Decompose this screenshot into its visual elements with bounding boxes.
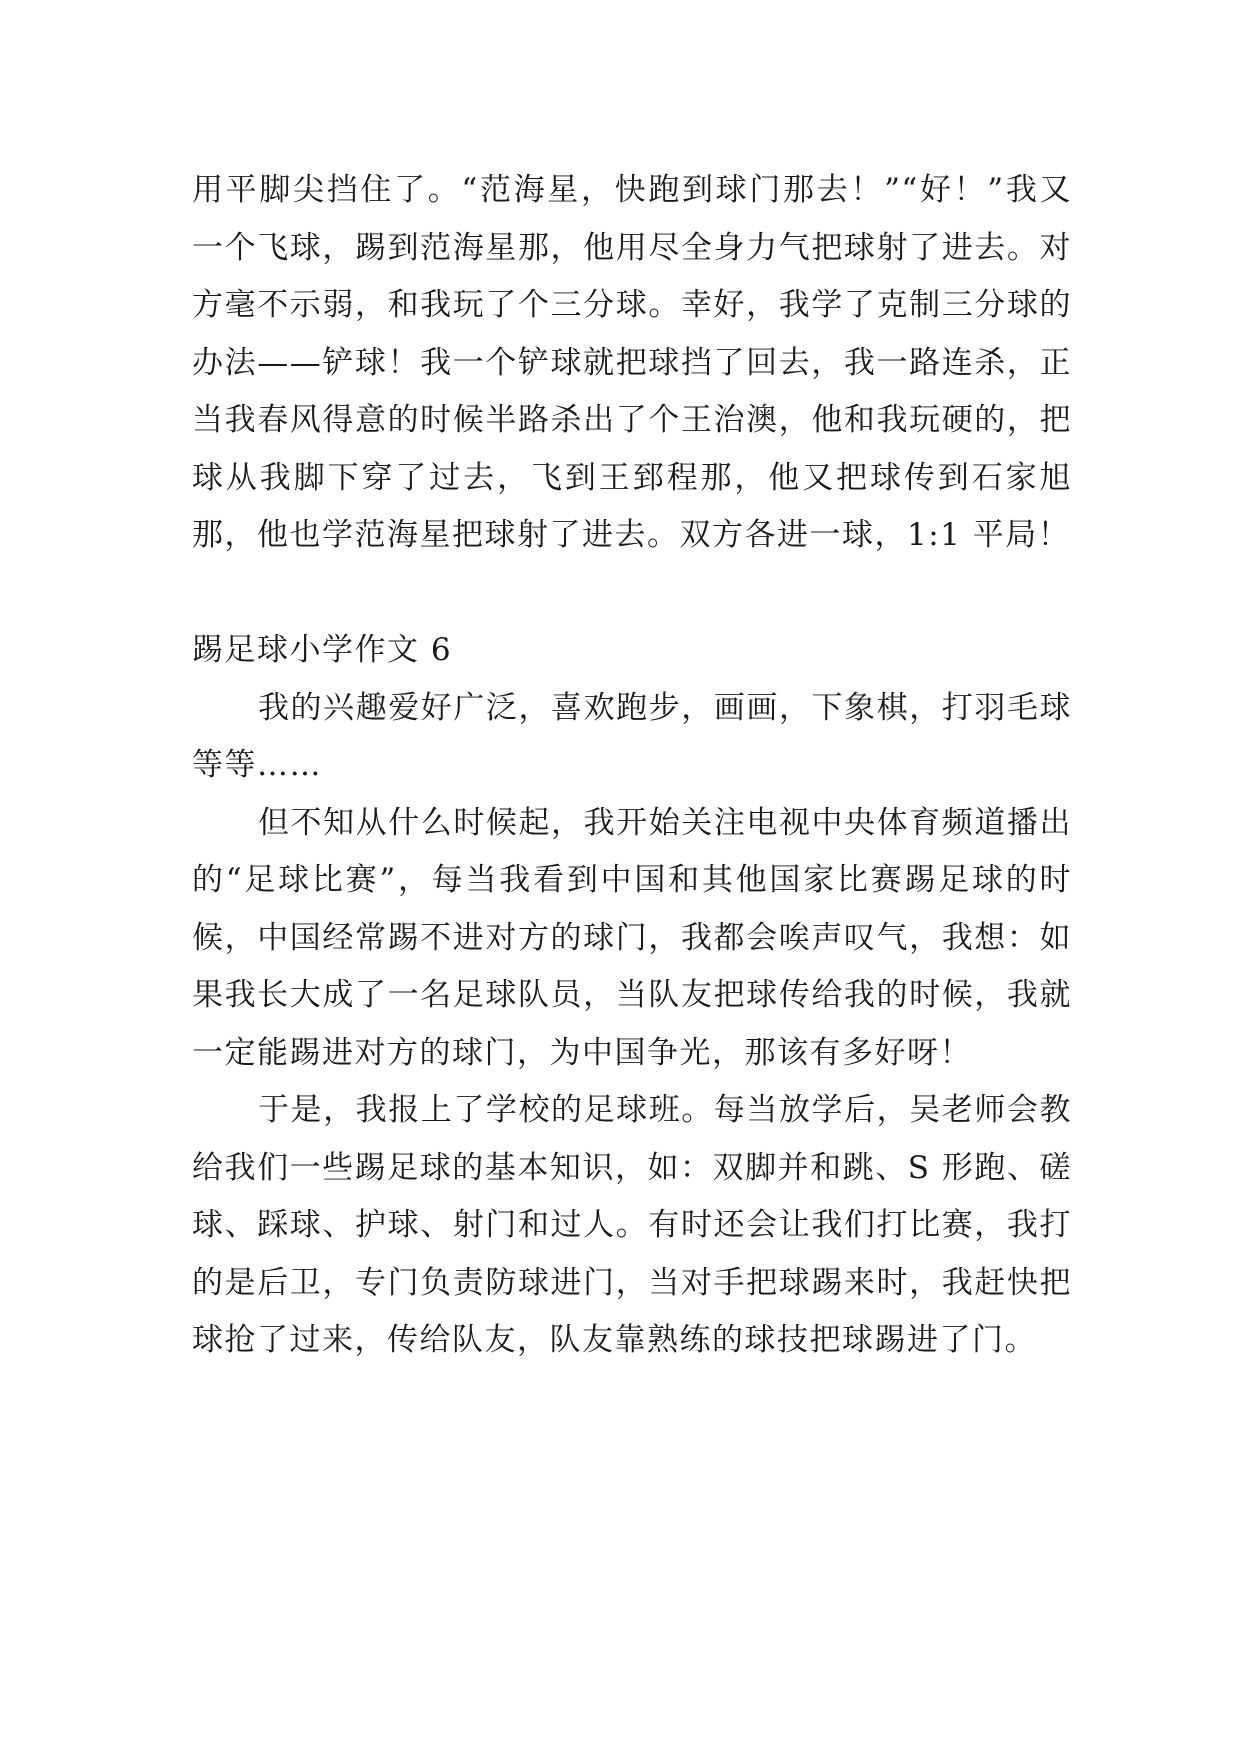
section-spacer (192, 565, 1072, 623)
section-title: 踢足球小学作文 6 (192, 632, 453, 668)
body-paragraph-3: 于是，我报上了学校的足球班。每当放学后，吴老师会教给我们一些踢足球的基本知识，如：双脚并和跳、S 形跑、磋球、踩球、护球、射门和过人。有时还会让我们打比赛，我打的是后卫，专门负责防球进门，当对手把球踢来时，我赶快把球抢了过来，传给队友，队友靠熟练的球技把球踢进了门。 (192, 1092, 1072, 1358)
body-paragraph-2: 但不知从什么时候起，我开始关注电视中央体育频道播出的“足球比赛”，每当我看到中国和其他国家比赛踢足球的时候，中国经常踢不进对方的球门，我都会唉声叹气，我想：如果我长大成了一名足球队员，当队友把球传给我的时候，我就一定能踢进对方的球门，为中国争光，那该有多好呀！ (192, 804, 1072, 1071)
document-page (192, 162, 1072, 1370)
continuation-paragraph: 用平脚尖挡住了。“范海星，快跑到球门那去！”“好！”我又一个飞球，踢到范海星那，他用尽全身力气把球射了进去。对方毫不示弱，和我玩了个三分球。幸好，我学了克制三分球的办法——铲球！我一个铲球就把球挡了回去，我一路连杀，正当我春风得意的时候半路杀出了个王治澳，他和我玩硬的，把球从我脚下穿了过去，飞到王郅程那，他又把球传到石家旭那，他也学范海星把球射了进去。双方各进一球，1:1 平局！ (192, 172, 1072, 553)
body-paragraph-1: 我的兴趣爱好广泛，喜欢跑步，画画，下象棋，打羽毛球等等…… (192, 689, 1072, 783)
